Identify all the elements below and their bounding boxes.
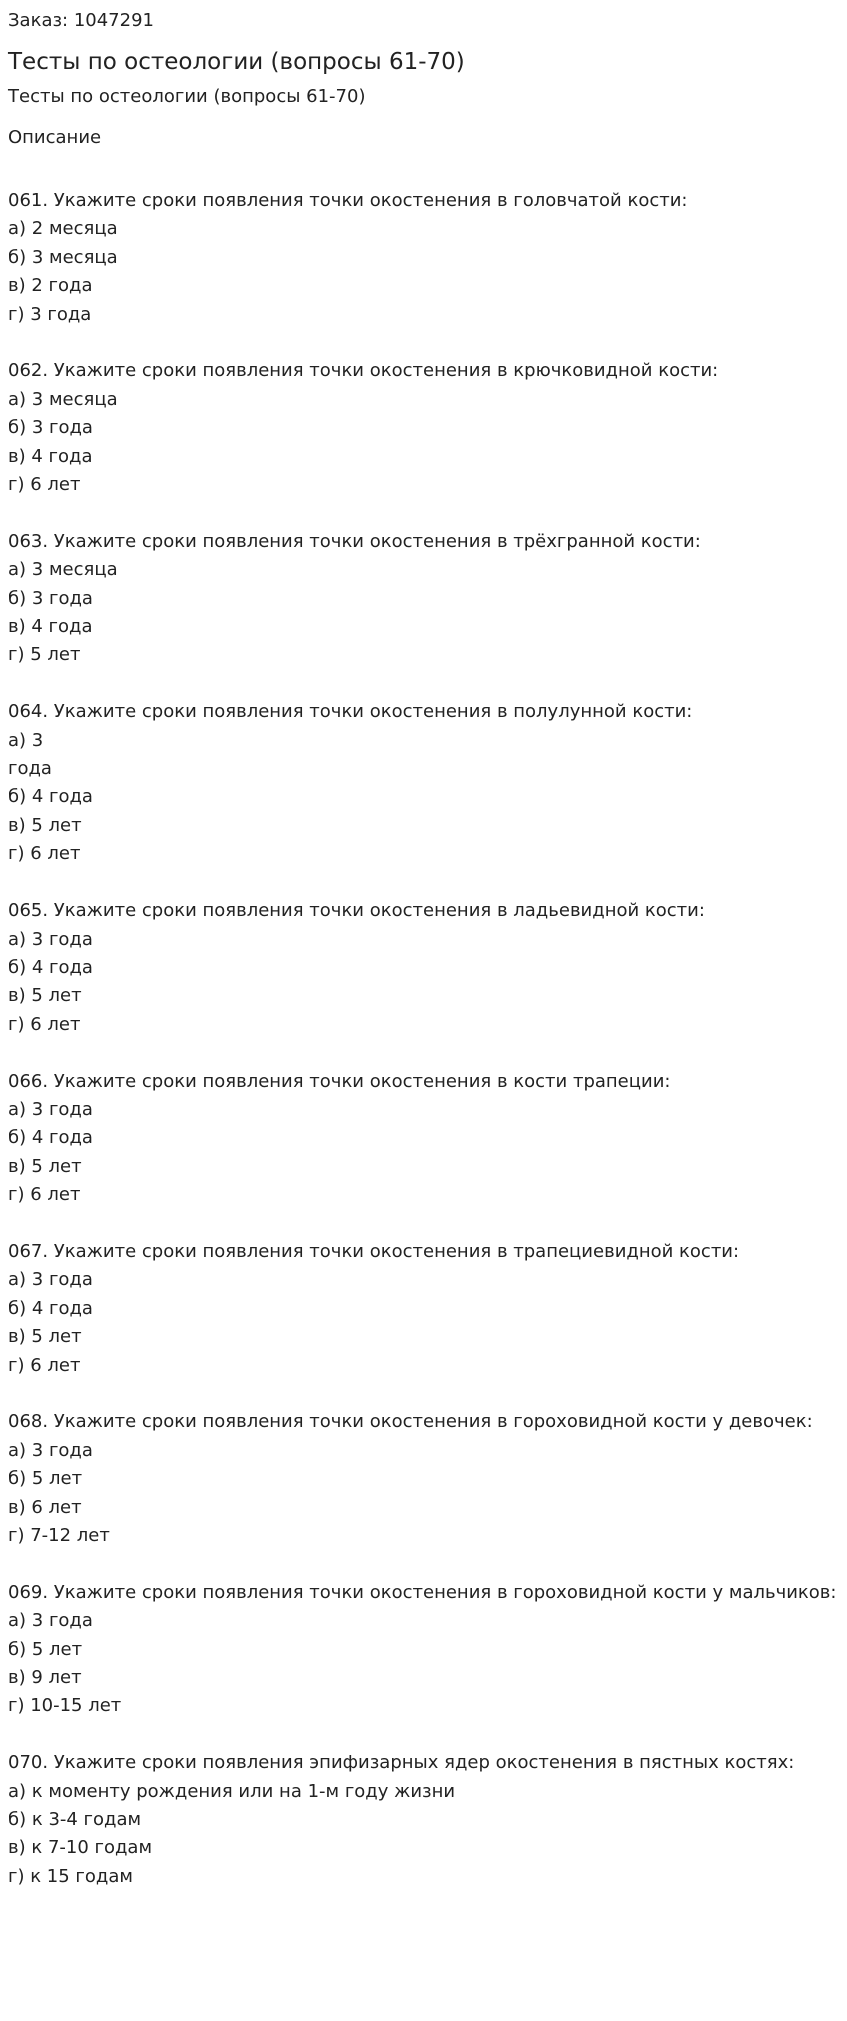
- page-subtitle: Тесты по остеологии (вопросы 61-70): [8, 86, 366, 107]
- answer-option: б) 4 года: [8, 1127, 93, 1149]
- answer-option: г) 5 лет: [8, 644, 81, 666]
- answer-option: б) 3 года: [8, 587, 93, 609]
- answer-option: в) 5 лет: [8, 1326, 82, 1348]
- answer-option: а) 3 года: [8, 1098, 93, 1120]
- question-item: [8, 1238, 839, 1380]
- order-number: Заказ: 1047291: [8, 10, 154, 31]
- question-item: [8, 187, 839, 329]
- answer-option: а) 3 месяца: [8, 388, 118, 410]
- answer-option: в) 2 года: [8, 275, 93, 297]
- question-item: [8, 1068, 839, 1210]
- question-text: 063. Укажите сроки появления точки окостенения в трёхгранной кости:: [8, 530, 701, 552]
- question-text: 070. Укажите сроки появления эпифизарных ядер окостенения в пястных костях:: [8, 1752, 795, 1774]
- question-text: 067. Укажите сроки появления точки окостенения в трапециевидной кости:: [8, 1240, 740, 1262]
- answer-option: б) 5 лет: [8, 1638, 83, 1660]
- question-item: [8, 1408, 839, 1550]
- answer-option: а) 3 года: [8, 1439, 93, 1461]
- question-item: [8, 528, 839, 670]
- answer-option: а) 3 месяца: [8, 559, 118, 581]
- answer-option: г) 6 лет: [8, 843, 81, 865]
- answer-option: в) 9 лет: [8, 1667, 82, 1688]
- page-title: Тесты по остеологии (вопросы 61-70): [8, 49, 465, 75]
- answer-option: в) 4 года: [8, 445, 93, 467]
- question-item: [8, 1749, 839, 1891]
- question-list: [8, 187, 839, 1891]
- answer-option: г) 6 лет: [8, 1354, 81, 1376]
- answer-option: а) 2 месяца: [8, 218, 118, 240]
- answer-option: б) 4 года: [8, 1297, 93, 1319]
- question-text: 065. Укажите сроки появления точки окостенения в ладьевидной кости:: [8, 900, 705, 922]
- question-text: 068. Укажите сроки появления точки окостенения в гороховидной кости у девочек:: [8, 1411, 813, 1433]
- answer-option: а) к моменту рождения или на 1-м году жизни: [8, 1780, 456, 1802]
- answer-option: г) 6 лет: [8, 1184, 81, 1206]
- answer-option: б) к 3-4 годам: [8, 1809, 142, 1831]
- question-item: [8, 357, 839, 499]
- description-label: Описание: [8, 127, 102, 148]
- answer-option: г) 6 лет: [8, 1013, 81, 1035]
- answer-option: г) 3 года: [8, 303, 92, 325]
- question-item: [8, 1579, 839, 1721]
- question-text: 066. Укажите сроки появления точки окостенения в кости трапеции:: [8, 1070, 671, 1092]
- question-item: [8, 698, 839, 868]
- answer-option: б) 3 года: [8, 417, 93, 439]
- answer-option: б) 4 года: [8, 956, 93, 978]
- question-text: 069. Укажите сроки появления точки окостенения в гороховидной кости у мальчиков:: [8, 1581, 837, 1603]
- answer-option: б) 4 года: [8, 786, 93, 808]
- answer-option: а) 3 года: [8, 1269, 93, 1291]
- answer-option: в) 6 лет: [8, 1496, 82, 1518]
- answer-option: в) к 7-10 годам: [8, 1837, 153, 1859]
- answer-option: г) 10-15 лет: [8, 1695, 122, 1717]
- answer-option: а) 3: [8, 729, 44, 751]
- answer-option: б) 3 месяца: [8, 246, 118, 268]
- answer-option: в) 5 лет: [8, 985, 82, 1007]
- answer-option: а) 3 года: [8, 1610, 93, 1632]
- question-text: 064. Укажите сроки появления точки окостенения в полулунной кости:: [8, 701, 693, 723]
- question-text: 062. Укажите сроки появления точки окостенения в крючковидной кости:: [8, 360, 719, 382]
- answer-option-continuation: года: [8, 758, 52, 780]
- answer-option: г) 6 лет: [8, 474, 81, 496]
- answer-option: б) 5 лет: [8, 1468, 83, 1490]
- question-item: [8, 897, 839, 1039]
- question-text: 061. Укажите сроки появления точки окостенения в головчатой кости:: [8, 190, 688, 211]
- answer-option: в) 4 года: [8, 616, 93, 638]
- answer-option: в) 5 лет: [8, 814, 82, 836]
- answer-option: г) к 15 годам: [8, 1865, 133, 1887]
- answer-option: а) 3 года: [8, 928, 93, 950]
- answer-option: в) 5 лет: [8, 1155, 82, 1177]
- answer-option: г) 7-12 лет: [8, 1524, 110, 1546]
